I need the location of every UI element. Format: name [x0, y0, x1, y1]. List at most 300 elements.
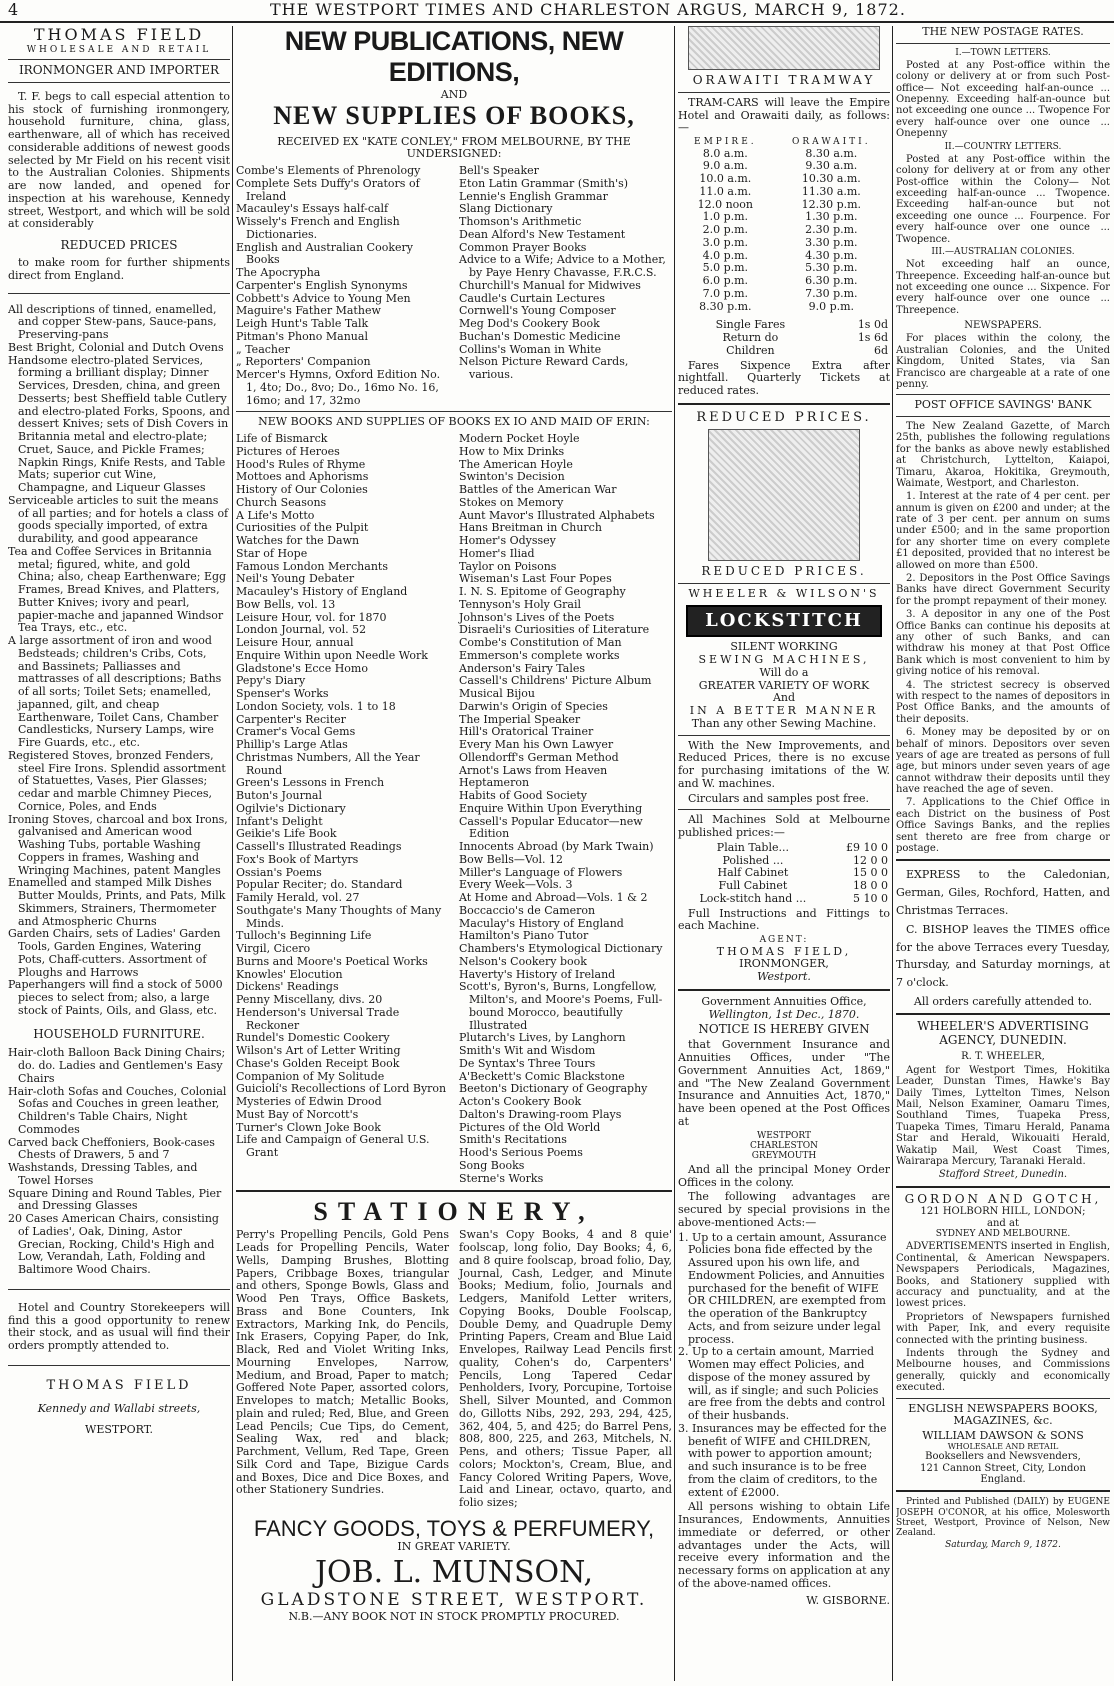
table-cell: Polished ... — [722, 853, 784, 867]
list-item: Combe's Elements of Phrenology — [236, 164, 421, 178]
list-item: Enquire Within upon Needle Work — [236, 648, 428, 662]
gg-address: 121 HOLBORN HILL, LONDON; — [920, 1206, 1086, 1218]
table-cell: Half Cabinet — [717, 866, 789, 880]
savings-bank-point: 6. Money may be deposited by or on behalf of minors. Depositors over seven years of age are treated as persons of full age, but minors under seven years of age cannot withdraw their deposits until they have reached the age of seven. — [896, 727, 1110, 796]
savings-bank-point: 7. Applications to the Chief Office in each District on the business of Post Office Savings Banks, and the replies sent thereto are free from charge or postage. — [896, 797, 1110, 855]
masthead-title: THE WESTPORT TIMES AND CHARLESTON ARGUS, MARCH 9, 1872. — [270, 0, 906, 19]
column-tramway — [678, 26, 890, 1681]
list-item: 1. Up to a certain amount, Assurance Policies bona fide effected by the Assured upon his own life, and Endowment Policies, and Annuities purchased for the benefit of WIFE OR CHILDREN, are exempted from the operation of the Bankruptcy Acts, and from seizure under legal process. — [678, 1230, 887, 1346]
advert-trade: IRONMONGER AND IMPORTER — [18, 62, 220, 77]
list-item: Every Week—Vols. 3 — [459, 878, 573, 892]
table-cell: 1.30 p.m. — [805, 210, 858, 224]
proprietors-text: Proprietors of Newspapers furnished with Paper, Ink, and every requisite connected with the printing business. — [896, 1311, 1110, 1346]
town-name: WESTPORT — [756, 1130, 812, 1141]
postage-heading: THE NEW POSTAGE RATES. — [922, 26, 1084, 38]
table-cell: 8.30 a.m. — [805, 146, 858, 160]
list-item: Watches for the Dawn — [236, 534, 360, 548]
list-item: Pictures of Heroes — [236, 444, 340, 458]
table-cell: Single Fares — [715, 318, 786, 332]
table-row — [678, 842, 890, 855]
list-item: Common Prayer Books — [459, 240, 587, 254]
books-list-b — [236, 433, 672, 1185]
list-item: Leigh Hunt's Table Talk — [236, 317, 369, 331]
list-item: Square Dining and Round Tables, Pier and Dressing Glasses — [8, 1186, 222, 1213]
list-item: Hood's Rules of Rhyme — [236, 457, 366, 471]
table-cell: 8.30 p.m. — [699, 299, 752, 313]
agent-town: Westport. — [757, 970, 811, 984]
table-cell: 12 0 0 — [853, 853, 888, 867]
imprint-text: Printed and Published (DAILY) by EUGENE JOSEPH O'CONOR, at his office, Molesworth Street, Westport, Province of Nelson, New Zealand. — [896, 1497, 1110, 1539]
advertisements-text: ADVERTISEMENTS inserted in English, Continental, & American Newspapers. Newspapers Periodicals, Magazines, Books, and Stationery supplied with accuracy and punctuality, and at the lowest prices. — [896, 1241, 1110, 1310]
table-cell: 7.0 p.m. — [702, 286, 749, 300]
list-item: Dean Alford's New Testament — [459, 227, 626, 241]
list-item: Hair-cloth Sofas and Couches, Colonial Sofas and Couches in green leather, Children's Table Chairs, Night Commodes — [8, 1084, 227, 1136]
make-room-text: to make room for further shipments direct from England. — [8, 256, 230, 282]
table-cell: 15 0 0 — [853, 866, 888, 880]
express-text: EXPRESS to the Caledonian, German, Giles, Rochford, Hatten, and Christmas Terraces. — [896, 868, 1110, 917]
list-item: A Life's Motto — [236, 508, 315, 522]
wheeler-agency-heading: WHEELER'S ADVERTISING AGENCY, DUNEDIN. — [917, 1019, 1089, 1047]
advert-intro: T. F. begs to call especial attention to his stock of furnishing ironmongery, household furniture, china, glass, earthenware, all of which has received considerable additions of newest goods selected by Mr Field on his recent visit to the Australian Colonies. Shipments are now landed, and opened for inspection at his warehouse, Kennedy street, Westport, and which will be sold at considerably — [8, 89, 230, 231]
list-item: Bell's Speaker — [459, 164, 539, 178]
list-item: Homer's Iliad — [459, 546, 535, 560]
list-item: Modern Pocket Hoyle — [459, 432, 580, 446]
table-row — [678, 332, 890, 345]
column-ironmonger — [8, 26, 230, 1681]
table-cell: 2.30 p.m. — [805, 223, 858, 237]
notice-text: All persons wishing to obtain Life Insurances, Endowments, Annuities immediate or deferred, or other advantages under the Acts, will receive every information and the necessary forms on application at any of the above-named offices. — [678, 1500, 890, 1590]
books-subheading: RECEIVED EX "KATE CONLEY," FROM MELBOURNE, BY THE UNDERSIGNED: — [277, 134, 631, 161]
list-item: Homer's Odyssey — [459, 534, 556, 548]
list-item: Boccaccio's de Cameron — [459, 903, 596, 917]
variety-text: IN GREAT VARIETY. — [397, 1540, 511, 1554]
table-cell: 9.0 p.m. — [808, 299, 855, 313]
will-do: Will do a — [759, 665, 809, 679]
postage-subheading: I.—TOWN LETTERS. — [955, 47, 1051, 58]
list-item: Carved back Cheffoniers, Book-cases Chests of Drawers, 5 and 7 — [8, 1135, 215, 1162]
agent-label: AGENT: — [759, 935, 809, 946]
list-item: Southgate's Many Thoughts of Many Minds. — [236, 903, 442, 930]
list-item: Life and Campaign of General U.S. Grant — [236, 1133, 430, 1160]
table-row — [678, 893, 890, 906]
gao-heading: Government Annuities Office, — [701, 994, 867, 1008]
list-item: Infant's Delight — [236, 814, 323, 828]
list-item: Stokes on Memory — [459, 495, 564, 509]
list-item: Mysteries of Edwin Drood — [236, 1095, 382, 1109]
list-item: Carpenter's Reciter — [236, 712, 346, 726]
agent-name: THOMAS FIELD, — [716, 944, 852, 958]
signature-town: WESTPORT. — [85, 1422, 153, 1436]
books-headline: NEW PUBLICATIONS, NEW EDITIONS, — [284, 26, 624, 88]
list-item: Mottoes and Aphorisms — [236, 470, 369, 484]
list-item: Smith's Recitations — [459, 1133, 567, 1147]
column-rule-3 — [892, 26, 893, 1681]
list-item: Buchan's Domestic Medicine — [459, 329, 621, 343]
dawson-booksellers: Booksellers and Newsvenders, — [925, 1451, 1081, 1463]
dawson-trade: WHOLESALE AND RETAIL — [947, 1442, 1059, 1452]
stationery-heading: STATIONERY, — [313, 1197, 595, 1227]
list-item: Cornwell's Young Composer — [459, 304, 616, 318]
list-item: Collins's Woman in White — [459, 342, 602, 356]
table-row — [678, 224, 890, 237]
table-cell: 9.30 a.m. — [805, 159, 858, 173]
table-row — [678, 237, 890, 250]
list-item: Dalton's Drawing-room Plays — [459, 1107, 622, 1121]
list-item: Cassell's Popular Educator—new Edition — [459, 814, 643, 841]
gordon-gotch: GORDON AND GOTCH, — [904, 1191, 1102, 1206]
list-item: Life of Bismarck — [236, 432, 328, 446]
list-item: Ollendorff's German Method — [459, 750, 619, 764]
improvements-text: With the New Improvements, and Reduced Prices, there is no excuse for purchasing imitations of the W. and W. machines. — [678, 738, 890, 790]
table-row — [678, 186, 890, 199]
list-item: Ironing Stoves, charcoal and box Irons, galvanised and American wood Washing Tubs, portable Washing Coppers in frames, Washing and Wringing Machines, patent Mangles — [8, 812, 228, 877]
masthead — [0, 0, 1114, 20]
list-item: Churchill's Manual for Midwives — [459, 278, 641, 292]
advert-heading: THOMAS FIELD — [33, 26, 205, 44]
reduced-prices-heading: REDUCED PRICES — [60, 238, 178, 253]
list-item: Dickens' Readings — [236, 980, 339, 994]
table-cell: 11.0 a.m. — [699, 184, 752, 198]
table-cell: Children — [726, 343, 775, 357]
list-item: Scott's, Byron's, Burns, Longfellow, Milton's, and Moore's Poems, Full-bound Morocco, beautifully Illustrated — [459, 980, 663, 1032]
list-item: Tulloch's Beginning Life — [236, 929, 372, 943]
wheeler-wilson: WHEELER & WILSON'S — [688, 586, 880, 600]
list-item: Darwin's Origin of Species — [459, 699, 608, 713]
fancy-goods-heading: FANCY GOODS, TOYS & PERFUMERY, — [253, 1515, 655, 1541]
list-item: Taylor on Poisons — [459, 559, 557, 573]
list-item: Heptameron — [459, 776, 530, 790]
list-item: The Apocrypha — [236, 266, 321, 280]
table-cell: 5.30 p.m. — [805, 261, 858, 275]
books-and: AND — [440, 87, 468, 101]
list-item: Cassell's Illustrated Readings — [236, 840, 402, 854]
list-item: Hamilton's Piano Tutor — [459, 929, 589, 943]
column-postage — [896, 26, 1110, 1681]
list-item: Cassell's Childrens' Picture Album — [459, 674, 652, 688]
notice-heading: NOTICE IS HEREBY GIVEN — [698, 1022, 870, 1037]
table-row — [678, 275, 890, 288]
postage-subheading: III.—AUSTRALIAN COLONIES. — [931, 246, 1075, 257]
list-item: 20 Cases American Chairs, consisting of Ladies', Oak, Dining, Astor Grecian, Rocking, Child's High and Low, Verandah, Lath, Folding and Baltimore Wood Chairs. — [8, 1212, 219, 1277]
list-item: Slang Dictionary — [459, 202, 553, 216]
list-item: Haverty's History of Ireland — [459, 967, 616, 981]
tramway-intro: TRAM-CARS will leave the Empire Hotel and Orawaiti daily, as follows:— — [678, 95, 890, 135]
savings-bank-point: 4. The strictest secrecy is observed with respect to the names of depositors in Post Office Banks, and the amounts of their deposits. — [896, 679, 1110, 725]
list-item: Leisure Hour, vol. for 1870 — [236, 610, 387, 624]
list-item: Acton's Cookery Book — [459, 1095, 582, 1109]
savings-bank-point: 2. Depositors in the Post Office Savings Banks have direct Government Security for the prompt repayment of their money. — [896, 573, 1110, 607]
postage-text: Posted at any Post-office within the colony for delivery at or from any other Post-office within the Colony— Not exceeding half-an-ounce ... Twopence. Exceeding half-an-ounce but not exceeding one ounce ... Fourpence. For every half-ounce over one ounce ... Twopence. — [896, 153, 1110, 245]
list-item: A'Beckett's Comic Blackstone — [459, 1069, 625, 1083]
list-item: The Imperial Speaker — [459, 712, 581, 726]
list-item: Maguire's Father Mathew — [236, 304, 381, 318]
list-item: Leisure Hour, annual — [236, 636, 354, 650]
list-item: Lennie's English Grammar — [459, 189, 608, 203]
notice-text: The following advantages are secured by special provisions in the above-mentioned Acts:— — [678, 1190, 890, 1229]
masthead-rule — [0, 21, 1114, 23]
list-item: Wissely's French and English Dictionaries. — [236, 215, 400, 241]
advert-subheading: WHOLESALE AND RETAIL — [26, 44, 212, 55]
table-cell: 12.0 noon — [697, 197, 754, 211]
list-item: Musical Bijou — [459, 687, 535, 701]
table-cell: Return do — [722, 331, 779, 345]
table-cell: 1.0 p.m. — [702, 210, 749, 224]
circulars-text: Circulars and samples post free. — [688, 791, 870, 805]
list-item: The American Hoyle — [459, 457, 573, 471]
list-item: English and Australian Cookery Books — [236, 240, 413, 267]
english-newspapers: ENGLISH NEWSPAPERS BOOKS, MAGAZINES, &c. — [908, 1401, 1098, 1428]
list-item: Popular Reciter; do. Standard — [236, 878, 403, 892]
table-cell: 5 10 0 — [853, 891, 888, 905]
list-item: Combe's Constitution of Man — [459, 636, 622, 650]
list-item: Johnson's Lives of the Poets — [459, 610, 615, 624]
imprint-date: Saturday, March 9, 1872. — [945, 1540, 1061, 1551]
table-row — [678, 345, 890, 358]
munson-name: JOB. L. MUNSON, — [315, 1555, 593, 1591]
postage-text: Posted at any Post-office within the colony or delivery at or from such Post-office— Not exceeding half-an-ounce ... Onepenny. Exceeding half-an-ounce but not exceeding one ounce ... Twopence For every half-ounce over one ounce ... Onepenny — [896, 59, 1110, 140]
list-item: Tea and Coffee Services in Britannia metal; figured, white, and gold China; also, cheap Earthenware; Egg Frames, Bread Knives, and Platters, Butter Knives; ivory and pearl, papier-mache and japanned Windsor Tea Trays, etc., etc. — [8, 544, 227, 635]
books-supplies: NEW SUPPLIES OF BOOKS, — [273, 101, 635, 131]
list-item: Enamelled and stamped Milk Dishes Butter Moulds, Prints, and Pats, Milk Skimmers, Strainers, Thermometer and Atmospheric Churns — [8, 876, 226, 928]
column-rule-1 — [232, 26, 233, 1681]
savings-bank-text: The New Zealand Gazette, of March 25th, publishes the following regulations for the banks as above newly established at Christchurch, Lyttelton, Kaiapoi, Timaru, Akaroa, Hokitika, Greymouth, Waimate, Westport, and Charleston. — [896, 420, 1110, 489]
list-item: Family Herald, vol. 27 — [236, 891, 360, 905]
list-item: Wilson's Art of Letter Writing — [236, 1044, 401, 1058]
list-item: Knowles' Elocution — [236, 967, 343, 981]
list-item: Pictures of the Old World — [459, 1120, 601, 1134]
reduced-prices-top: REDUCED PRICES. — [696, 409, 872, 425]
list-item: Gladstone's Ecce Homo — [236, 661, 368, 675]
list-item: Innocents Abroad (by Mark Twain) — [459, 840, 654, 854]
list-item: London Journal, vol. 52 — [236, 623, 367, 637]
tram-timetable — [678, 137, 890, 313]
notice-text: And all the principal Money Order Offices in the colony. — [678, 1162, 890, 1189]
list-item: Hans Breitman in Church — [459, 521, 602, 535]
list-item: Ossian's Poems — [236, 865, 322, 879]
list-item: I. N. S. Epitome of Geography — [459, 585, 626, 599]
signature: W. GISBORNE. — [806, 1593, 890, 1607]
dawson-name: WILLIAM DAWSON & SONS — [922, 1428, 1084, 1442]
storekeepers-text: Hotel and Country Storekeepers will find this a good opportunity to renew their stock, and as usual will find their orders promptly attended to. — [8, 1300, 230, 1353]
list-item: Turner's Clown Joke Book — [236, 1120, 381, 1134]
table-cell: Full Cabinet — [718, 879, 788, 893]
tram-illustration — [688, 26, 880, 70]
list-item: Mercer's Hymns, Oxford Edition No. 1, 4to; Do., 8vo; Do., 16mo No. 16, 16mo; and 17, 32mo — [236, 368, 441, 407]
list-item: Hill's Oratorical Trainer — [459, 725, 594, 739]
table-cell: 4.30 p.m. — [805, 248, 858, 262]
list-item: Hood's Serious Poems — [459, 1146, 583, 1160]
list-item: Handsome electro-plated Services, forming a brilliant display; Dinner Services, Dresden, china, and green Desserts; best Sheffield table Cutlery and electro-plated Forks, Spoons, and dessert Knives; sets of Dish Covers in Britannia metal and electro-plate; Cruet, Sauce, and Pickle Frames; Napkin Rings, Knife Rests, and Table Mats; superior cut Wine, Champagne, and Liqueur Glasses — [8, 353, 230, 495]
indents-text: Indents through the Sydney and Melbourne houses, and Commissions generally, quickly and economically executed. — [896, 1347, 1110, 1394]
table-cell: 1s 0d — [857, 318, 888, 332]
nb-text: N.B.—ANY BOOK NOT IN STOCK PROMPTLY PROCURED. — [288, 1609, 620, 1623]
table-cell: 18 0 0 — [853, 879, 888, 893]
list-item: Guiciolí's Recollections of Lord Byron — [236, 1082, 447, 1096]
list-item: Every Man his Own Lawyer — [459, 738, 614, 752]
savings-bank-heading: POST OFFICE SAVINGS' BANK — [914, 398, 1092, 412]
list-item: Smith's Wit and Wisdom — [459, 1044, 596, 1058]
table-cell: 8.0 a.m. — [702, 146, 748, 160]
signature-name: THOMAS FIELD — [46, 1377, 192, 1393]
table-row — [678, 173, 890, 186]
list-item: Arnot's Laws from Heaven — [459, 763, 608, 777]
tramway-title: ORAWAITI TRAMWAY — [692, 73, 876, 87]
list-item: Cramer's Vocal Gems — [236, 725, 356, 739]
list-item: Buton's Journal — [236, 789, 322, 803]
list-item: Penny Miscellany, divs. 20 — [236, 993, 383, 1007]
list-item: Macauley's Essays half-calf — [236, 202, 389, 216]
list-item: Church Seasons — [236, 495, 327, 509]
than-text: Than any other Sewing Machine. — [691, 716, 877, 730]
stationery-text — [236, 1227, 672, 1512]
column-books — [236, 26, 672, 1681]
list-item: Fox's Book of Martyrs — [236, 852, 359, 866]
greater-variety: GREATER VARIETY OF WORK — [698, 678, 870, 692]
list-item: Nelson Picture Reward Cards, various. — [459, 355, 629, 382]
list-item: Complete Sets Duffy's Orators of Ireland — [236, 176, 420, 203]
fittings-text: Full Instructions and Fittings to each Machine. — [678, 906, 890, 933]
goods-list — [8, 304, 230, 1018]
table-cell: 10.30 a.m. — [801, 172, 861, 186]
savings-bank-point: 3. A depositor in any one of the Post Office Banks can continue his deposits at any other of such Banks, and can withdraw his money at that Post Office Bank which is most convenient to him by giving notice of his removal. — [896, 609, 1110, 678]
table-cell: 5.0 p.m. — [702, 261, 749, 275]
orders-text: All orders carefully attended to. — [913, 994, 1093, 1008]
list-item: Star of Hope — [236, 546, 308, 560]
table-cell: 6.0 p.m. — [702, 274, 749, 288]
timetable-header: EMPIRE. — [694, 137, 757, 148]
list-item: Virgil, Cicero — [236, 942, 311, 956]
stafford-address: Stafford Street, Dunedin. — [938, 1169, 1068, 1181]
column-rule-2 — [674, 26, 675, 1681]
list-item: Registered Stoves, bronzed Fenders, steel Fire Irons. Splendid assortment of Statuettes, Vases, Pier Glasses; cedar and marble Chimney Pieces, Cornice, Poles, and Ends — [8, 748, 226, 813]
table-cell: 10.0 a.m. — [699, 172, 752, 186]
newspapers-text: For places within the colony, the Australian Colonies, and the United Kingdom, United States, via San Francisco are chargeable at a rate of one penny. — [896, 333, 1110, 391]
list-item: Washstands, Dressing Tables, and Towel Horses — [8, 1161, 198, 1187]
table-row — [678, 288, 890, 301]
table-cell: 6.30 p.m. — [805, 274, 858, 288]
postage-text: Not exceeding half an ounce, Threepence. Exceeding half-an-ounce but not exceeding one ounce ... Sixpence. For every half-ounce over one ounce ... Threepence. — [896, 259, 1110, 316]
timetable-header: ORAWAITI. — [792, 137, 871, 148]
list-item: Garden Chairs, sets of Ladies' Garden Tools, Garden Engines, Watering Pots, Chaff-cutters. Assortment of Ploughs and Harrows — [8, 927, 221, 979]
list-item: Carpenter's English Synonyms — [236, 278, 408, 292]
list-item: „ Reporters' Companion — [236, 355, 371, 369]
bishop-text: C. BISHOP leaves the TIMES office for the above Terraces every Tuesday, Thursday, and Saturday mornings, at 7 o'clock. — [896, 923, 1110, 989]
list-item: A large assortment of iron and wood Bedsteads; children's Cribs, Cots, and Bassinets; Palliasses and mattrasses of all descriptions; Baths of all sorts; Toilet Sets; enamelled, japanned, gilt, and cheap Earthenware, Toilet Cans, Chamber Candlesticks, Nursery Lamps, wire Fire Guards, etc., etc. — [8, 634, 222, 750]
list-item: At Home and Abroad—Vols. 1 & 2 — [459, 891, 648, 905]
list-item: Nelson's Cookery book — [459, 954, 587, 968]
table-cell: 9.0 a.m. — [702, 159, 748, 173]
page-number: 4 — [8, 0, 20, 19]
reduced-prices-bottom: REDUCED PRICES. — [701, 563, 867, 578]
stationery-left: Perry's Propelling Pencils, Gold Pens Leads for Propelling Pencils, Water Wells, Damping Brushes, Blotting Papers, Cribbage Boxes, triangular and others, Sponge Bowls, Glass and Wood Pen Trays, Office Baskets, Brass and Bone Counters, Ink Extractors, Marking Ink, do Pencils, Ink Erasers, Copying Paper, do Ink, Black, Red and Violet Writing Inks, Mourning Envelopes, Narrow, Medium, and Broad, Paper to match; Goffered Note Paper, assorted colors, Envelopes to match; Metallic Books, plain and ruled; Red, Blue, and Green Lead Pencils; Cue Tips, do Cement, Sealing Wax, red and black; Parchment, Vellum, Red Tape, Green Silk Cord and Tape, Bizigue Cards and Boxes, Dice and Dice Boxes, and other Stationery Sundries. — [236, 1228, 449, 1497]
rt-wheeler: R. T. WHEELER, — [961, 1051, 1045, 1063]
savings-bank-point: 1. Interest at the rate of 4 per cent. per annum is given on £200 and under; at the rate of 3 per cent. per annum on sums under £500; and in the same proportion for any shorter time on every complete £1 deposited, provided that no interest be allowed on more than £500. — [896, 491, 1110, 571]
list-item: Chambers's Etymological Dictionary — [459, 942, 663, 956]
table-cell: 12.30 p.m. — [801, 197, 862, 211]
list-item: Bow Bells—Vol. 12 — [459, 852, 563, 866]
list-item: Rundel's Domestic Cookery — [236, 1031, 390, 1045]
list-item: Serviceable articles to suit the means of all parties; and for hotels a class of goods specially imported, of extra durability, and good appearance — [8, 493, 229, 546]
table-cell: 1s 6d — [857, 331, 888, 345]
list-item: Plutarch's Lives, by Langhorn — [459, 1031, 626, 1045]
table-cell: 11.30 a.m. — [801, 184, 861, 198]
silent-working: SILENT WORKING — [730, 640, 838, 654]
list-item: Disraeli's Curiosities of Literature — [459, 623, 650, 637]
notice-body: that Government Insurance and Annuities Offices, under "The Government Annuities Act, 1869," and "The New Zealand Government Insurance and Annuities Act, 1870," have been opened at the Post Offices at — [678, 1038, 890, 1128]
sold-text: All Machines Sold at Melbourne published prices:— — [678, 813, 890, 840]
list-item: Phillip's Large Atlas — [236, 738, 348, 752]
newspapers-heading: NEWSPAPERS. — [964, 320, 1042, 332]
books-list-a — [236, 165, 672, 407]
table-cell: Lock-stitch hand ... — [699, 891, 807, 905]
list-item: Paperhangers will find a stock of 5000 pieces to select from; also, a large stock of Paints, Oils, and Glass, etc. — [8, 978, 223, 1017]
gladstone-address: GLADSTONE STREET, WESTPORT. — [260, 1590, 648, 1610]
gg-cities: SYDNEY AND MELBOURNE. — [935, 1229, 1071, 1240]
list-item: Famous London Merchants — [236, 559, 388, 573]
list-item: Companion of My Solitude — [236, 1069, 385, 1083]
list-item: London Society, vols. 1 to 18 — [236, 699, 396, 713]
and-text: And — [772, 691, 796, 705]
list-item: Cobbett's Advice to Young Men — [236, 291, 411, 305]
list-item: Thomson's Arithmetic — [459, 215, 582, 229]
list-item: Best Bright, Colonial and Dutch Ovens — [8, 340, 224, 354]
signature-address: Kennedy and Wallabi streets, — [37, 1402, 201, 1416]
list-item: Hair-cloth Balloon Back Dining Chairs; do. do. Ladies and Gentlemen's Easy Chairs — [8, 1046, 226, 1085]
list-item: Song Books — [459, 1158, 525, 1172]
table-cell: 4.0 p.m. — [702, 248, 749, 262]
town-name: GREYMOUTH — [751, 1151, 817, 1162]
fares-table — [678, 319, 890, 357]
list-item: Anderson's Fairy Tales — [459, 661, 586, 675]
list-item: Wiseman's Last Four Popes — [459, 572, 612, 586]
table-row — [678, 301, 890, 314]
list-item: „ Teacher — [236, 342, 290, 356]
machine-prices — [678, 842, 890, 906]
list-item: 3. Insurances may be effected for the benefit of WIFE and CHILDREN, with power to apportion amount; and such insurance is to be free from the claim of creditors, to the extent of £2000. — [678, 1421, 887, 1499]
list-item: Neil's Young Debater — [236, 572, 355, 586]
list-item: Sterne's Works — [459, 1171, 544, 1185]
list-item: Curiosities of the Pulpit — [236, 521, 369, 535]
agent-trade: IRONMONGER, — [739, 957, 829, 971]
list-item: Caudle's Curtain Lectures — [459, 291, 606, 305]
dawson-address: 121 Cannon Street, City, London England. — [920, 1462, 1086, 1486]
list-item: Swinton's Decision — [459, 470, 565, 484]
table-cell: Plain Table... — [716, 840, 789, 854]
list-item: Bow Bells, vol. 13 — [236, 597, 336, 611]
sewing-machines: SEWING MACHINES, — [698, 653, 870, 667]
books-subheading-2: NEW BOOKS AND SUPPLIES OF BOOKS EX IO AND MAID OF ERIN: — [258, 415, 650, 429]
list-item: How to Mix Drinks — [459, 444, 565, 458]
list-item: Eton Latin Grammar (Smith's) — [459, 176, 629, 190]
list-item: Must Bay of Norcott's — [236, 1107, 359, 1121]
town-name: CHARLESTON — [750, 1140, 818, 1151]
table-cell: £9 10 0 — [846, 840, 888, 854]
fares-note: Fares Sixpence Extra after nightfall. Quarterly Tickets at reduced rates. — [678, 358, 890, 398]
gg-and: and at — [987, 1217, 1019, 1229]
list-item: Pitman's Phono Manual — [236, 329, 368, 343]
list-item: Tennyson's Holy Grail — [459, 597, 581, 611]
list-item: Henderson's Universal Trade Reckoner — [236, 1005, 400, 1032]
list-item: Ogilvie's Dictionary — [236, 801, 346, 815]
postage-subheading: II.—COUNTRY LETTERS. — [944, 141, 1062, 152]
list-item: Beeton's Dictionary of Geography — [459, 1082, 648, 1096]
better-manner: IN A BETTER MANNER — [689, 704, 879, 718]
list-item: Macauley's History of England — [236, 585, 408, 599]
table-cell: 7.30 p.m. — [805, 286, 858, 300]
list-item: Christmas Numbers, All the Year Round — [236, 750, 420, 777]
list-item: De Syntax's Three Tours — [459, 1056, 596, 1070]
list-item: Emmerson's complete works — [459, 648, 620, 662]
